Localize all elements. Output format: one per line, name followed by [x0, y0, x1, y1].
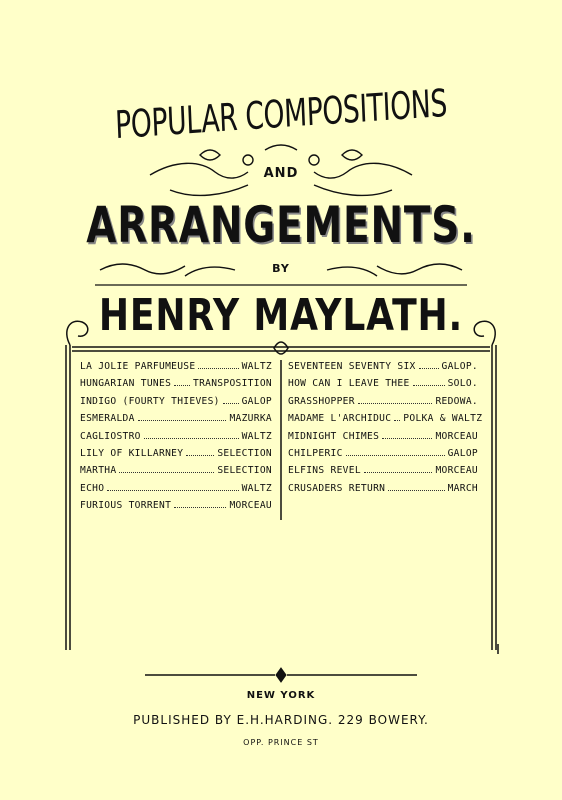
- list-item: [288, 361, 478, 378]
- item-form: TRANSPOSITION: [193, 378, 272, 390]
- dot-leader: [198, 368, 238, 369]
- list-item: [80, 465, 272, 482]
- item-form: MAZURKA: [229, 413, 272, 425]
- item-title: GRASSHOPPER: [288, 395, 355, 407]
- item-title: MIDNIGHT CHIMES: [288, 430, 380, 442]
- list-item: [288, 378, 478, 395]
- dot-leader: [413, 385, 445, 386]
- city-label: NEW YORK: [246, 690, 316, 701]
- dot-leader: [144, 438, 239, 439]
- list-item: [80, 378, 272, 395]
- title-and: AND: [263, 166, 299, 181]
- item-form: WALTZ: [241, 361, 272, 372]
- list-item: [288, 483, 478, 500]
- item-form: GALOP.: [441, 361, 478, 372]
- list-item: [80, 431, 272, 448]
- title-arrangements: ARRANGEMENTS.: [86, 196, 476, 254]
- item-title: MADAME L'ARCHIDUC: [288, 413, 392, 425]
- item-title: ELFINS REVEL: [288, 465, 361, 477]
- list-item: [80, 396, 272, 413]
- list-item: [288, 465, 478, 482]
- dot-leader: [186, 455, 214, 456]
- item-form: SOLO.: [447, 378, 478, 390]
- item-form: WALTZ: [241, 482, 272, 494]
- list-item: [288, 396, 478, 413]
- item-form: MARCH: [447, 482, 478, 494]
- dot-leader: [358, 403, 433, 404]
- item-form: SELECTION: [217, 447, 272, 459]
- item-title: FURIOUS TORRENT: [80, 500, 172, 512]
- dot-leader: [419, 368, 439, 369]
- item-form: GALOP: [241, 395, 272, 407]
- dot-leader: [388, 490, 444, 491]
- item-form: MORCEAU: [435, 465, 478, 477]
- list-item: [80, 448, 272, 465]
- item-title: CAGLIOSTRO: [80, 430, 141, 442]
- dot-leader: [174, 385, 190, 386]
- item-title: LA JOLIE PARFUMEUSE: [80, 361, 196, 372]
- dot-leader: [107, 490, 238, 491]
- list-item: [288, 413, 483, 430]
- title-popular-compositions: POPULAR COMPOSITIONS: [114, 80, 448, 148]
- publisher-line: PUBLISHED BY E.H.HARDING. 229 BOWERY.: [133, 713, 429, 727]
- item-title: HUNGARIAN TUNES: [80, 378, 172, 390]
- item-title: ECHO: [80, 482, 105, 494]
- compositions-list-right: [288, 361, 483, 500]
- item-title: INDIGO (FOURTY THIEVES): [80, 395, 220, 407]
- item-title: CRUSADERS RETURN: [288, 482, 386, 494]
- dot-leader: [394, 420, 400, 421]
- list-item: [80, 500, 272, 517]
- compositions-list-left: [80, 361, 272, 518]
- author-name: HENRY MAYLATH.: [98, 290, 464, 341]
- item-title: CHILPERIC: [288, 447, 343, 459]
- list-item: [288, 431, 478, 448]
- dot-leader: [138, 420, 227, 421]
- item-form: MORCEAU: [435, 430, 478, 442]
- dot-leader: [174, 507, 226, 508]
- dot-leader: [346, 455, 445, 456]
- list-item: [80, 361, 272, 378]
- item-form: GALOP: [447, 447, 478, 459]
- item-form: REDOWA.: [435, 395, 478, 407]
- item-title: ESMERALDA: [80, 413, 135, 425]
- item-form: WALTZ: [241, 430, 272, 442]
- item-form: MORCEAU: [229, 500, 272, 512]
- address-note: OPP. PRINCE ST: [243, 738, 319, 747]
- item-title: SEVENTEEN SEVENTY SIX: [288, 361, 416, 372]
- bottom-rule-ornament: [145, 668, 417, 682]
- dot-leader: [119, 472, 214, 473]
- item-form: SELECTION: [217, 465, 272, 477]
- item-title: MARTHA: [80, 465, 117, 477]
- list-item: [80, 413, 272, 430]
- item-form: POLKA & WALTZ: [403, 413, 483, 425]
- list-item: [80, 483, 272, 500]
- dot-leader: [382, 438, 432, 439]
- dot-leader: [223, 403, 239, 404]
- item-title: LILY OF KILLARNEY: [80, 447, 184, 459]
- list-item: [288, 448, 478, 465]
- dot-leader: [364, 472, 433, 473]
- item-title: HOW CAN I LEAVE THEE: [288, 378, 410, 390]
- title-by: BY: [272, 262, 290, 275]
